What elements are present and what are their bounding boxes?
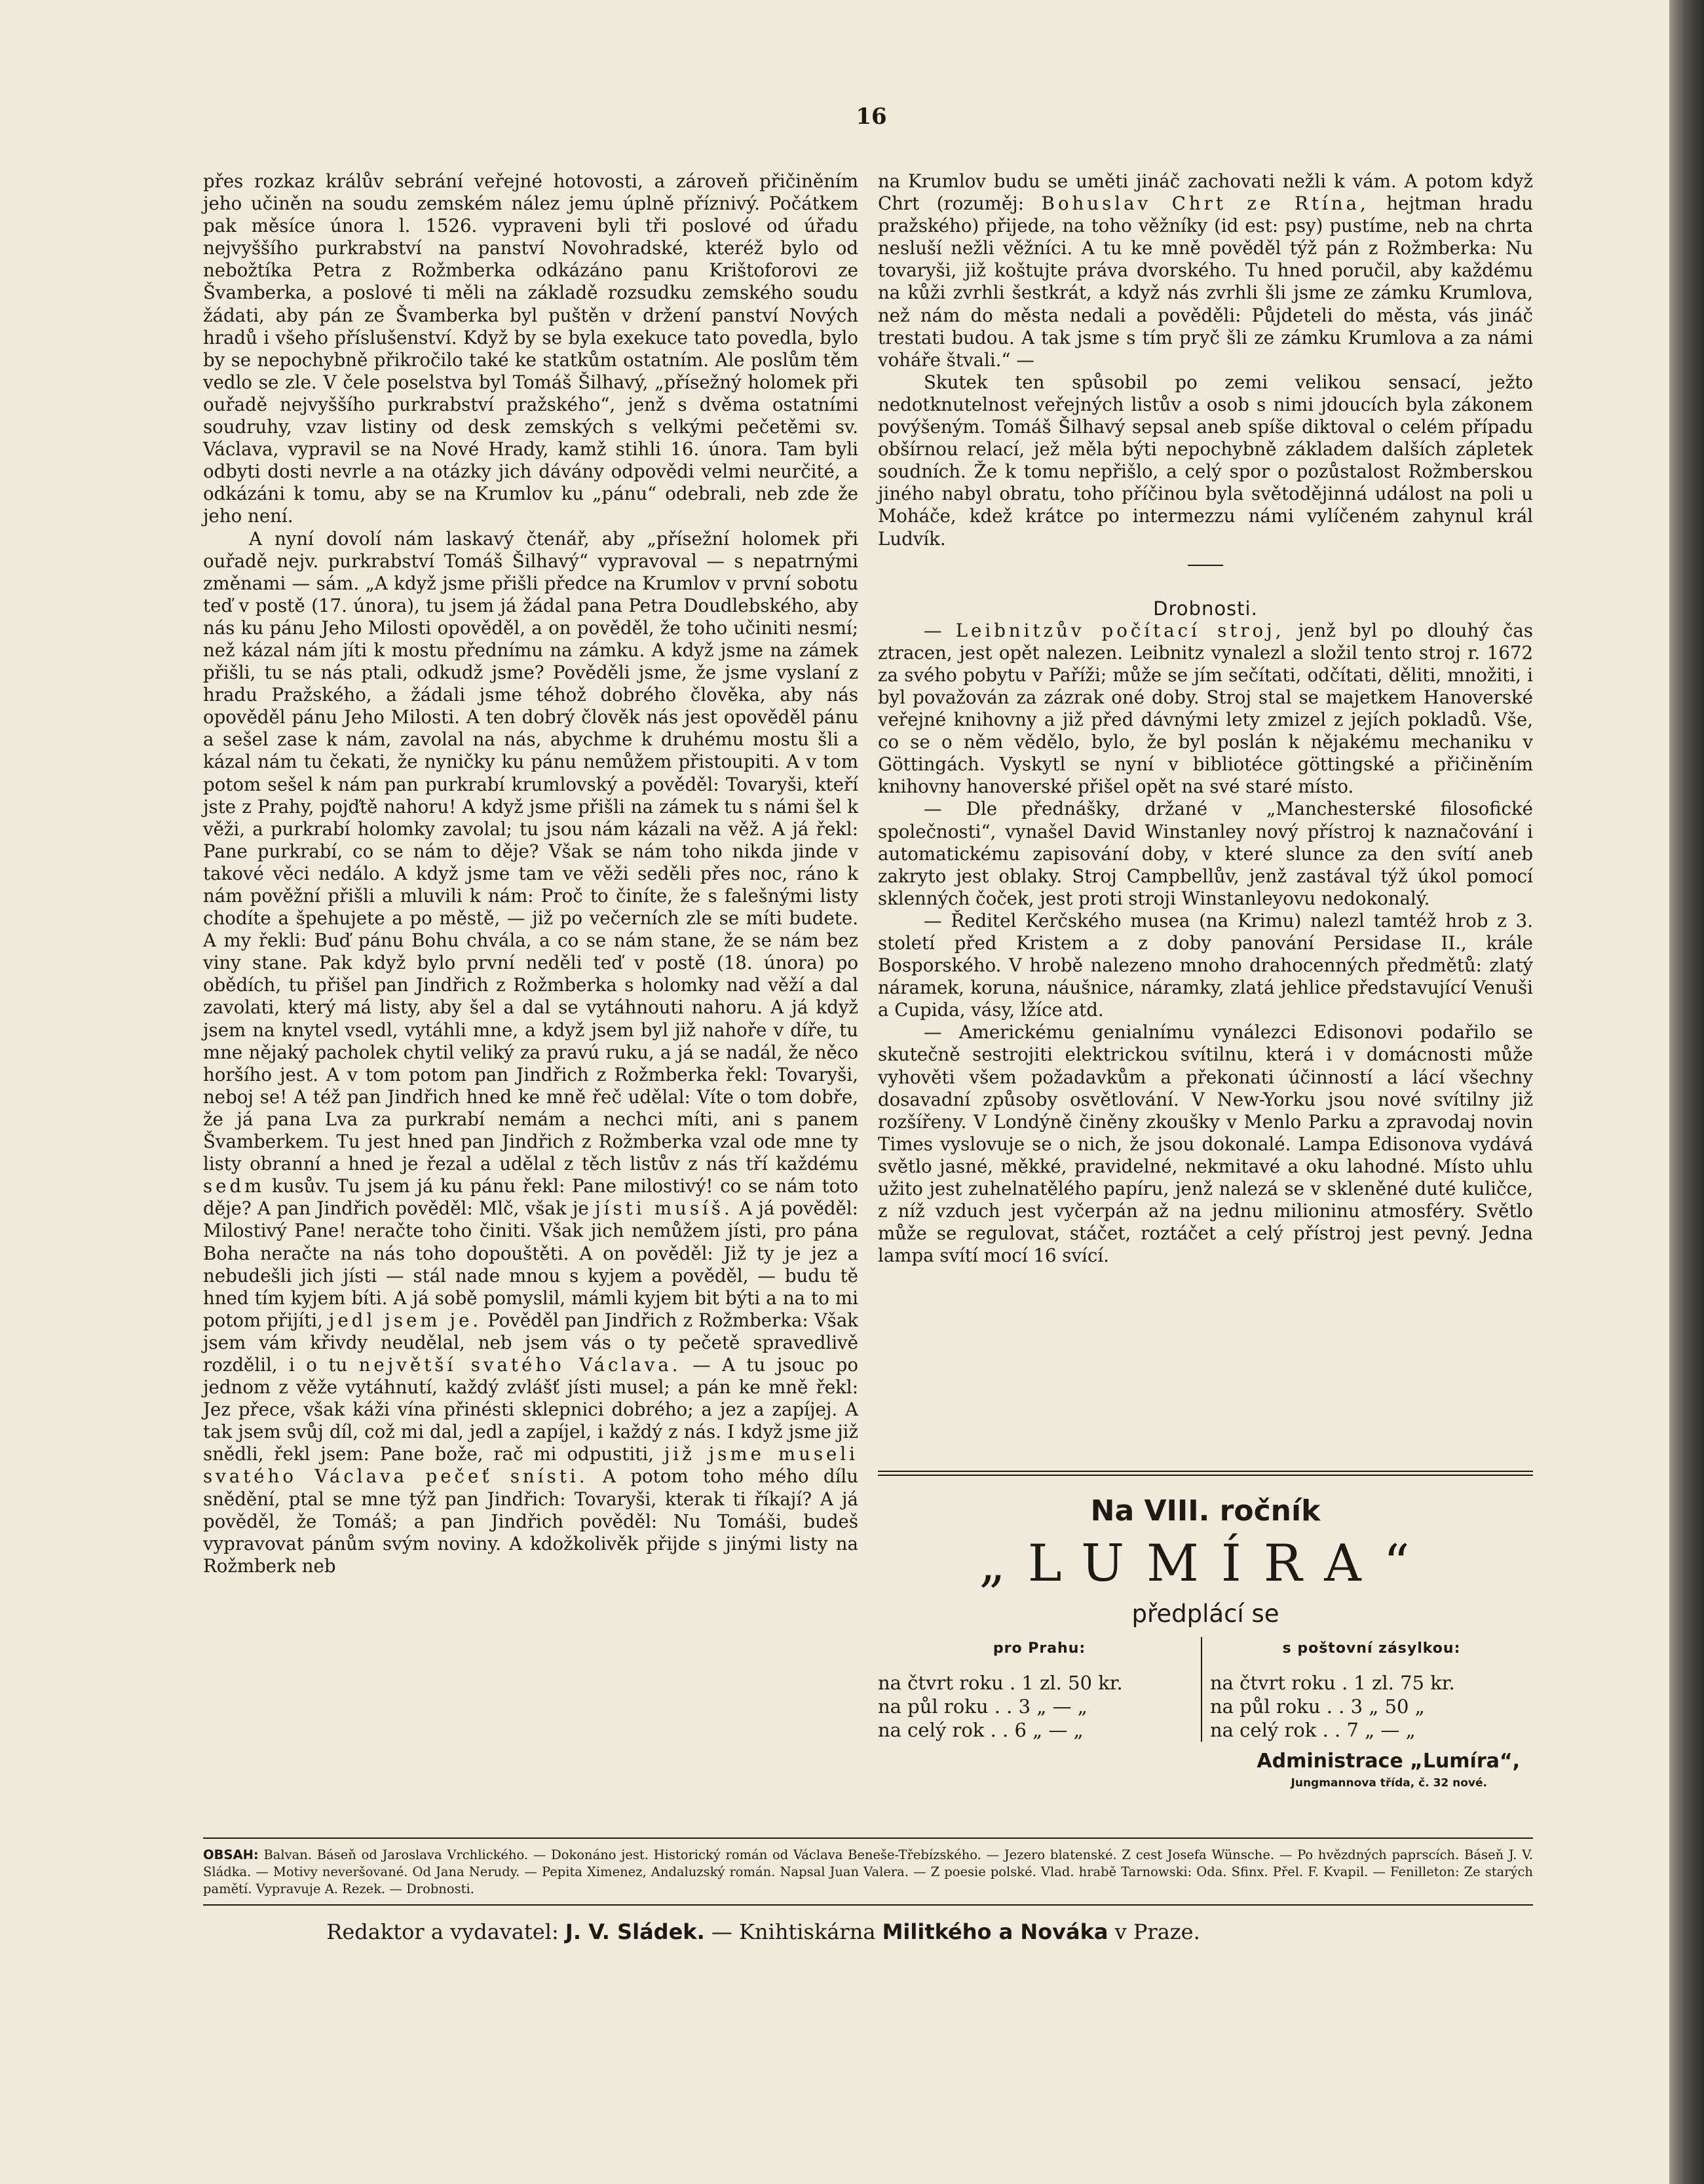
price-row: na celý rok . . 6 „ — „ [878,1719,1084,1741]
book-spine-edge [1669,0,1704,2184]
subscription-box [878,1471,1533,1790]
text: Balvan. Báseň od Jaroslava Vrchlického. — Dokonáno jest. Historický román od Václava Beneše-Třebízského. — Jezero blatenské. Z cest Josefa Wünsche. — Po hvězdných paprscích. Báseň J. V. Sládka. — Motivy neveršované. Od Jana Nerudy. — Pepita Ximenez, Andaluzský román. Napsal Juan Valera. — Z poesie polské. Vlad. hrabě Tarnowski: Oda. Sfinx. Přel. F. Kvapil. — Fenilleton: Ze starých pamětí. Vypravuje A. Rezek. — Drobnosti. [203,1847,1533,1896]
printer-name: Militkého a Nováka [882,1919,1108,1944]
administration: Administrace „Lumíra“, [1257,1750,1520,1773]
column-head: pro Prahu: [993,1640,1086,1657]
text: — A tu jsouc po jednom z věže vytáhnutí, každý zvlášť jísti musel; a pán ke mně řekl: Jez přece, však káži vína přinésti sklepnici dobrého; a jez a zapíjej. A tak jsem svůj díl, což mi dal, jedl a zapíjel, i každý z nás. I když jsme již snědli, řekl jsem: Pane bože, rač mi odpustiti, [203,1353,858,1465]
spaced-text: největší svatého Václava. [358,1353,681,1376]
editor-name: J. V. Sládek. [565,1919,705,1944]
right-paragraph-2: Skutek ten spůsobil po zemi velikou sensací, ježto nedotknutelnost veřejných listův a osob s nimi jdoucích byla zákonem povýšeným. Tomáš Šilhavý sepsal aneb spíše diktoval o celém případu obšírnou relací, jež měla býti nepochybně základem dalších zápletek soudních. Že k tomu nepřišlo, a celý spor o pozůstalost Rožmberskou jiného nabyl obratu, toho příčinou byla světodějinná událost na poli u Moháče, kdež krátce po intermezzu námi vylíčeném zahynul král Ludvík. [878,371,1533,550]
contents-label: OBSAH: [203,1847,259,1862]
news-item-kerch: — Ředitel Kerčského musea (na Krimu) nalezl tamtéž hrob z 3. století před Kristem a z doby panování Persidase II., krále Bosporského. V hrobě nalezeno mnoho drahocenných předmětů: zlatý náramek, koruna, náušnice, náramky, zlatá jehlice představující Venuši a Cupida, vásy, lžíce atd. [878,909,1533,1021]
text: jenž byl po dlouhý čas ztracen, jest opět nalezen. Leibnitz vynalezl a složil tento stroj r. 1672 za svého pobytu v Paříži; může se jím sečítati, odčítati, děliti, množiti, i byl považován za zázrak oné doby. Stroj stal se majetkem Hanoverské veřejné knihovny a již před dávnými lety zmizel z jejích pokladů. Vše, co se o něm vědělo, bylo, že byl poslán k nějakému mechaniku v Göttingách. Vyskytl se nyní v bibliotéce göttingské a přičiněním knihovny hanoverské přišel opět na své staré místo. [878,619,1533,798]
news-item-winstanley: — Dle přednášky, držané v „Manchesterské filosofické společnosti“, vynašel David Winstanley nový přístroj k naznačování i automatickému zapisování doby, v které slunce za den svítí aneb zakryto jest oblaky. Stroj Campbellův, jenž zastával týž úkol pomocí sklenných čoček, jest proti stroji Winstanleyovu nedokonalý. [878,798,1533,909]
spaced-text: jedl jsem je. [328,1309,482,1331]
page-number: 16 [856,104,887,130]
spaced-text: Bohuslav Chrt ze Rtína, [1041,193,1369,215]
price-row: na čtvrt roku . 1 zl. 75 kr. [1210,1672,1455,1694]
subscription-title: Na VIII. ročník [1090,1494,1321,1528]
text: v Praze. [1114,1919,1200,1944]
text: A potom toho mého dílu snědění, ptal se mne týž pan Jindřich: Tovaryši, kterak ti říkají? A já pověděl, že Tomáš; a pan Jindřich pověděl: Nu Tomáši, budeš vypravovat pánům svým noviny. A kdožkolivěk přijde s jinými listy na Rožmberk neb [203,1465,858,1577]
text: Pověděl pan Jindřich z Rožmberka: Však jsem vám křivdy neudělal, neb jsem vás o ty pečetě spravedlivě rozdělil, i o tu [203,1309,858,1376]
spaced-text: jísti musíš. [595,1197,733,1220]
price-row: na čtvrt roku . 1 zl. 50 kr. [878,1672,1123,1694]
contents-bottom-rule [203,1904,1533,1906]
column-head: s poštovní zásylkou: [1282,1640,1461,1657]
imprint-line [203,1919,1323,1944]
administration-address: Jungmannova třída, č. 32 nové. [1291,1777,1487,1790]
price-row: na půl roku . . 3 „ 50 „ [1210,1695,1425,1718]
spaced-text: Leibnitzův počítací stroj, [955,619,1285,641]
news-item-edison: — Americkému genialnímu vynálezci Edisonovi podařilo se skutečně sestrojiti elektrickou svítilnu, která i v domácnosti může vyhověti všem požadavkům a překonati účinností a lácí všechny dosavadní způsoby osvětlování. V New-Yorku jsou nové svítilny již rozšířeny. V Londýně činěny zkoušky v Menlo Parku a zpravodaj novin Times vyslovuje se o nich, že jsou dokonalé. Lampa Edisonova vydává světlo jasné, měkké, pravidelné, nekmitavé a oku lahodné. Místo uhlu užito jest zuhelnatělého papíru, jenž nalezá se v skleněné duté kuličce, z níž vzduch jest vyčerpán až na jednu milioninu atmosféry. Světlo může se regulovat, stáčet, roztáčet a celý přístroj jest pevný. Jedna lampa svítí mocí 16 svící. [878,1021,1533,1267]
text: přes rozkaz králův sebrání veřejné hotovosti, a zároveň přičiněním jeho učiněn na soudu zemském nález jemu úplně příznivý. Počátkem pak měsíce února l. 1526. vypraveni byli tři poslové od úřadu nejvyššího purkrabství na panství Novohradské, kteréž bylo od nebožtíka Petra z Rožmberka odkázáno panu Krištoforovi ze Švamberka, a poslové ti měli na základě rozsudku zemského soudu žádati, aby pán ze Švamberka byl puštěn v držení panství Nových hradů i všeho příslušenství. Když by se byla exekuce tato povedla, bylo by se nepochybně přikročilo také ke statkům ostatním. Ale poslům těm vedlo se zle. V čele poselstva byl Tomáš Šilhavý, „přísežný holomek při ouřadě nejvyššího purkrabství pražského“, jenž s dvěma ostatními soudruhy, vzav listiny od desk zemských s velkými pečetěmi sv. Václava, vypravil se na Nové Hrady, kamž stihli 16. února. Tam byli odbyti dosti nevrle a na otázky jich dávány odpovědi velmi neurčité, a odkázáni k tomu, aby se na Krumlov ku „pánu“ odebrali, neb zde že jeho není. [203,170,858,527]
contents-top-rule [203,1837,1533,1839]
right-paragraph-1 [878,170,1533,371]
text: A nyní dovolí nám laskavý čtenář, aby „přísežní holomek při ouřadě nejv. purkrabství Tomáš Šilhavý“ vypravoval — s nepatrnými změnami — sám. „A když jsme přišli předce na Krumlov v první sobotu teď v postě (17. února), tu jsem já žádal pana Petra Doudlebského, aby nás ku pánu Jeho Milosti opověděl, a on pověděl, že toho učiniti nesmí; než kázal nám jíti k mostu přednímu na zámku. A když jsme na zámek přišli, tu se nás ptali, odkudž jsme? Pověděli jsme, že jsme vyslaní z hradu Pražského, a žádali jsme téhož dobrého člověka, aby nás opověděl pánu Jeho Milosti. A ten dobrý člověk nás jest opověděl pánu a sešel zase k nám, zavolal na nás, abychme k druhému mostu šli a kázal nám tu čekati, že nyničky ku pánu nemůžem přistoupiti. A v tom potom sešel k nám pan purkrabí krumlovský a pověděl: Tovaryši, kteří jste z Prahy, pojďtě nahoru! A když jsme přišli na zámek tu s námi šel k věži, a purkrabí holomky zavolal; tu jsou nám kázali na věž. A já řekl: Pane purkrabí, co se nám to děje? Však se nám toho nikda jinde v takové věci nedálo. A když jsme tam ve věži seděli přes noc, ráno k nám pověžní přišli a mluvili k nám: Proč to činíte, že s falešnými listy chodíte a špehujete a po městě, — již po večerních zle se míti budete. A my řekli: Buď pánu Bohu chvála, a co se nám stane, že se nám bez viny stane. Pak když bylo první neděli teď v postě (18. února) po obědích, tu přišel pan Jindřich z Rožmberka s holomky nad věží a dal zavolati, který má listy, aby šel a dal se vytáhnouti nahoru. A já když jsem na knytel vsedl, vytáhli mne, a když jsem byl již nahoře v díře, tu mne nějaký pacholek chytil veliký za pravú ruku, a já se nadál, že něco horšího jest. A v tom potom pan Jindřich z Rožmberka řekl: Tovaryši, neboj se! A též pan Jindřich hned ke mně řeč udělal: Víte o tom dobře, že já pana Lva za purkrabí nemám a nechci míti, ani s panem Švamberkem. Tu jest hned pan Jindřich z Rožmberka vzal ode mne ty listy obranní a hned je řezal a udělal z těch listův z nás tří každému [203,527,858,1175]
subscription-subtitle: předplácí se [1131,1600,1279,1628]
left-paragraph-1 [203,170,858,528]
text: A já pověděl: Milostivý Pane! neračte toho činiti. Však jich nemůžem jísti, pro pána Boha neračte na nás toho dopouštěti. A on pověděl: Již ty je jez a nebudešli jich jísti — stál nade mnou s kyjem a pověděl, — budu tě hned tím kyjem bíti. A já sobě pomyslil, mámli kyjem bit býti a na to mi potom přijíti, [203,1197,858,1331]
price-column-prague [878,1637,1201,1742]
price-column-post [1201,1637,1533,1742]
left-column [203,170,858,1577]
double-rule [878,1471,1533,1476]
text: Redaktor a vydavatel: [326,1919,559,1944]
news-item-leibnitz: — Leibnitzův počítací stroj, jenž byl po dlouhý čas ztracen, jest opět nalezen. Leibnitz vynalezl a složil tento stroj r. 1672 za svého pobytu v Paříži; může se jím sečítati, odčítati, děliti, množiti, i byl považován za zázrak oné doby. Stroj stal se majetkem Hanoverské veřejné knihovny a již před dávnými lety zmizel z jejích pokladů. Vše, co se o něm vědělo, bylo, že byl poslán k nějakému mechaniku v Göttingách. Vyskytl se nyní v bibliotéce göttingské a přičiněním knihovny hanoverské přišel opět na své staré místo. [878,619,1533,798]
spaced-text: sedm [203,1175,265,1197]
contents-section [203,1837,1533,1906]
right-column [878,170,1533,1267]
spaced-text: již jsme museli svatého Václava pečeť snísti. [203,1443,858,1488]
magazine-name: „LUMÍRA“ [979,1534,1432,1593]
text: — Knihtiskárna [711,1919,876,1944]
price-row: na půl roku . . 3 „ — „ [878,1695,1088,1718]
text: na Krumlov budu se uměti jináč zachovati nežli k vám. A potom když Chrt (rozuměj: [878,170,1533,215]
left-paragraph-2 [203,528,858,1577]
text: hejtman hradu pražského) přijede, na toho věžníky (id est: psy) pustíme, neb na chrta nesluší nežli věžníci. A tu ke mně pověděl týž pán z Rožmberka: Nu tovaryši, již koštujte práva dvorského. Tu hned poručil, aby každému na kůži zvrhli šestkrát, a když nás zvrhli šli jsme ze zámku Krumlova, než nám do města nedali a pověděli: Půjdeteli do města, vás jináč trestati budou. A tak jsme s tím pryč šli ze zámku Krumlova a za námi voháře štvali.“ — [878,193,1533,371]
section-heading: Drobnosti. [1153,597,1258,620]
contents-text [203,1847,1533,1898]
price-row: na celý rok . . 7 „ — „ [1210,1719,1416,1741]
section-divider [1188,565,1223,566]
text: kusův. Tu jsem já ku pánu řekl: Pane milostivý! co se nám toto děje? A pan Jindřich pověděl: Mlč, však je [203,1175,858,1220]
price-table [878,1637,1533,1742]
